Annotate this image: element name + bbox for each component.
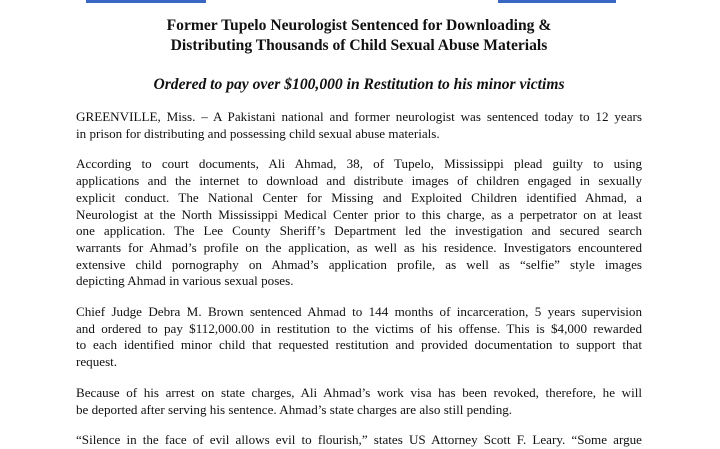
text-line: “Silence in the face of evil allows evil to flourish,” states US Attorney Scott F. Leary. “Some argue xyxy=(76,432,642,448)
text-line: warrants for Ahmad’s profile on the application, as well as his residence. Investigators encountered xyxy=(76,239,642,255)
headline-line: Distributing Thousands of Child Sexual Abuse Materials xyxy=(170,36,548,54)
text-line: Chief Judge Debra M. Brown sentenced Ahmad to 144 months of incarceration, 5 years supervision xyxy=(76,304,642,320)
text-line: to each identified minor child that requested restitution and provided documentation to support that xyxy=(76,337,642,353)
paragraph-quote xyxy=(76,432,642,449)
paragraph-visa xyxy=(76,385,642,418)
text-line: one application. The Lee County Sheriff’s Department led the investigation and secured search xyxy=(76,223,642,239)
text-line: GREENVILLE, Miss. – A Pakistani national and former neurologist was sentenced today to 12 years xyxy=(76,109,642,124)
headline-line: Former Tupelo Neurologist Sentenced for Downloading & xyxy=(166,17,552,34)
text-line: applications and the internet to download and distribute images of children engaged in sexually xyxy=(76,173,642,189)
text-line: be deported after serving his sentence. Ahmad’s state charges are also still pending. xyxy=(76,401,513,417)
text-line: Neurologist at the North Mississippi Medical Center prior to this charge, as a perpetrator on at least xyxy=(76,206,642,222)
paragraph-court-documents xyxy=(76,156,642,290)
header-rule-right xyxy=(498,0,616,3)
text-line: and ordered to pay $112,000.00 in restitution to the victims of his offense. This is $4,000 rewarded xyxy=(76,320,642,336)
text-line: depicting Ahmad in various sexual poses. xyxy=(76,273,294,289)
text-line: According to court documents, Ali Ahmad, 38, of Tupelo, Mississippi plead guilty to using xyxy=(76,156,642,172)
press-release-page xyxy=(76,16,642,449)
paragraph-dateline xyxy=(76,109,642,142)
paragraph-sentencing xyxy=(76,304,642,371)
text-line: explicit conduct. The National Center for Missing and Exploited Children identified Ahmad, a xyxy=(76,189,642,205)
headline xyxy=(76,16,642,55)
text-line: extensive child pornography on Ahmad’s application profile, as well as “selfie” style images xyxy=(76,256,642,272)
header-rule-left xyxy=(86,0,206,3)
text-line: request. xyxy=(76,354,118,370)
subheadline: Ordered to pay over $100,000 in Restitution to his minor victims xyxy=(153,76,565,93)
text-line: in prison for distributing and possessing child sexual abuse materials. xyxy=(76,125,440,141)
text-line: Because of his arrest on state charges, Ali Ahmad’s work visa has been revoked, therefore, he will xyxy=(76,384,642,400)
